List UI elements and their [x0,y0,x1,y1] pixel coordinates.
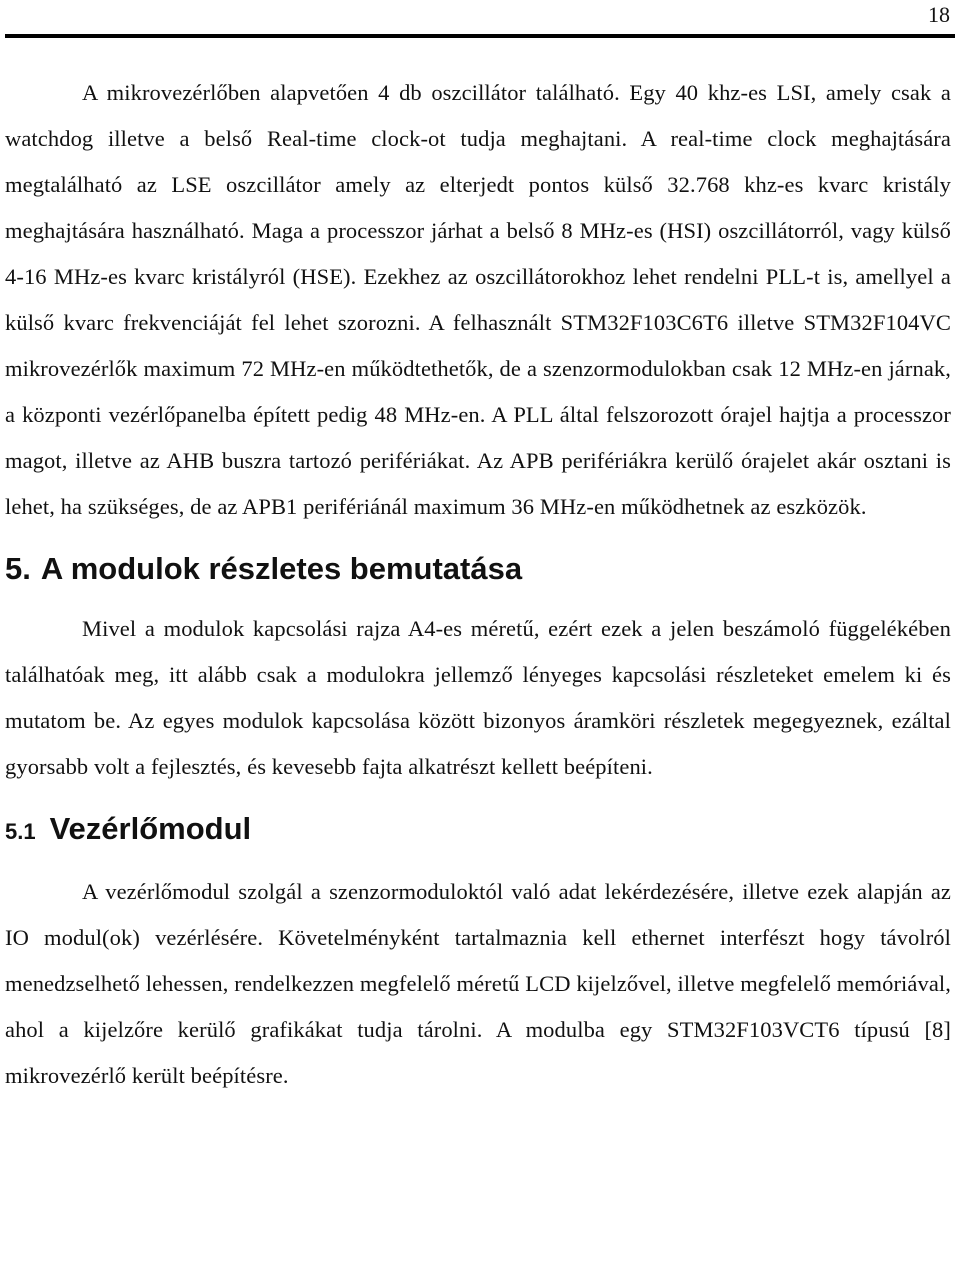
section-number: 5. [5,551,31,586]
paragraph-modules-intro: Mivel a modulok kapcsolási rajza A4-es méretű, ezért ezek a jelen beszámoló függelékében találhatóak meg, itt alább csak a modulokra jellemző lényeges kapcsolási részleteket emelem ki és mutatom be. Az egyes modulok kapcsolása között bizonyos áramköri részletek megegyeznek, ezáltal gyorsabb volt a fejlesztés, és kevesebb fajta alkatrészt kellett beépíteni. [5,616,951,779]
section-title: A modulok részletes bemutatása [40,551,523,586]
subsection-heading [5,804,951,857]
header-rule [5,34,955,38]
paragraph-control-module: A vezérlőmodul szolgál a szenzormoduloktól való adat lekérdezésére, illetve ezek alapján az IO modul(ok) vezérlésére. Követelményként tartalmaznia kell ethernet interfészt hogy távolról menedzselhető lehessen, rendelkezzen megfelelő méretű LCD kijelzővel, illetve megfelelő memóriával, ahol a kijelzőre kerülő grafikákat tudja tárolni. A modulba egy STM32F103VCT6 típusú [8] mikrovezérlő került beépítésre. [5,879,951,1088]
subsection-number: 5.1 [5,819,36,844]
paragraph-oscillators: A mikrovezérlőben alapvetően 4 db oszcillátor található. Egy 40 khz-es LSI, amely csak a watchdog illetve a belső Real-time clock-ot tudja meghajtani. A real-time clock meghajtására megtalálható az LSE oszcillátor amely az elterjedt pontos külső 32.768 khz-es kvarc kristály meghajtására használható. Maga a processzor járhat a belső 8 MHz-es (HSI) oszcillátorról, vagy külső 4-16 MHz-es kvarc kristályról (HSE). Ezekhez az oszcillátorokhoz lehet rendelni PLL-t is, amellyel a külső kvarc frekvenciáját fel lehet szorozni. A felhasznált STM32F103C6T6 illetve STM32F104VC mikrovezérlők maximum 72 MHz-en működtethetők, de a szenzormodulokban csak 12 MHz-en járnak, a központi vezérlőpanelba épített pedig 48 MHz-en. A PLL által felszorozott órajel hajtja a processzor magot, illetve az AHB buszra tartozó perifériákat. Az APB perifériákra kerülő órajelet akár osztani is lehet, ha szükséges, de az APB1 perifériánál maximum 36 MHz-en működhetnek az eszközök. [5,80,951,519]
section-heading [5,544,951,594]
subsection-title: Vezérlőmodul [49,811,252,846]
page-number: 18 [928,2,950,27]
document-body [5,70,951,1099]
